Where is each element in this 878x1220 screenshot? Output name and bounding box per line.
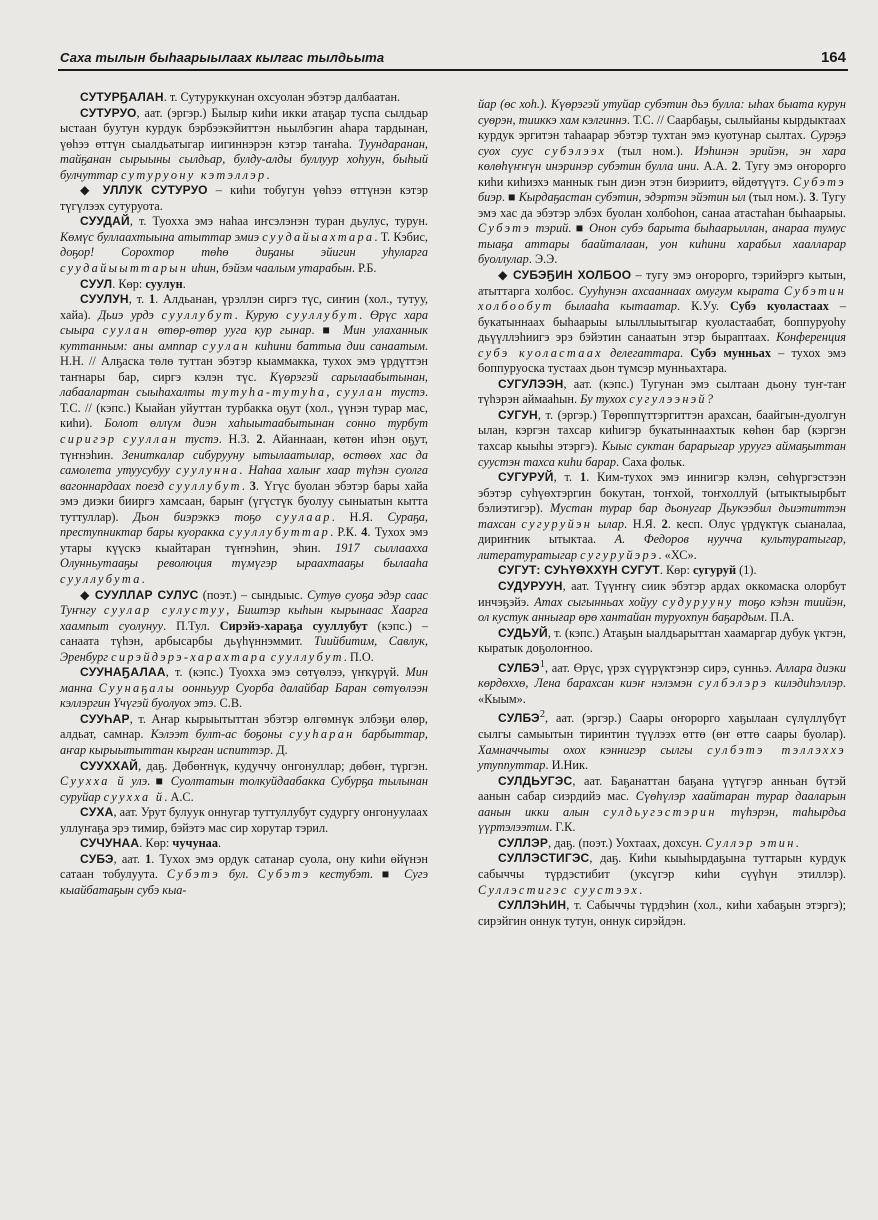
headword: СУЛБЭ (498, 711, 540, 726)
spaced-example: сууллубут (286, 307, 360, 322)
headword: СУГУРУЙ (498, 470, 554, 485)
example-text: Кырдаҕастан субэтин, эдэртэн эйэтин ыл (518, 190, 746, 205)
dictionary-entry (60, 712, 428, 759)
example-text: тэрий (535, 221, 569, 236)
spaced-example: Субэтэ (792, 174, 846, 189)
entry-text (96, 603, 104, 617)
entry-text: , (226, 603, 238, 618)
headword: СУЛБЭ (498, 660, 540, 675)
spaced-example: сууллан (123, 432, 179, 447)
bold-text: 4 (361, 525, 368, 540)
entry-text: . Үгүс буолан эбэтэр бары хайа эмэ диэки бииргэ хамсаан, барыҥ (үгүстүк буолуу сыныатын кытта туттуллар). (60, 478, 429, 524)
example-text: Биштэр кыһын кырынаас Хаарга хаампыт суолунуу (60, 603, 428, 633)
entry-text: . ■ (501, 190, 519, 205)
spaced-example: сууллубут (161, 307, 235, 322)
spaced-example: сугулээнэй? (629, 392, 716, 407)
dictionary-entry (60, 277, 428, 293)
dictionary-entry (60, 805, 428, 836)
example-text: тустэ (184, 432, 219, 447)
entry-text: . Тухох эмэ утары күүскэ кыайтаран түҥнэһин, эһин. (60, 525, 429, 555)
example-text: Туундаранан, тайҕанан сырыыны сылдьар, булду-алды буллуур хоһуун, быһый булчуттар (60, 136, 428, 182)
spaced-example: Субэтэ (166, 867, 220, 882)
entry-text (355, 727, 362, 741)
entry-text: . К.Уу. (677, 299, 731, 314)
entry-text: , т. Туохха эмэ наһаа иҥсэлэнэн туран дьулус, турун. (129, 214, 428, 229)
entry-text: , т. Сабыччы түрдэһин (хол., киһи хабаҕын этэргэ); сирэйгин оннук тутун, оннук сирэйдэн. (478, 898, 846, 928)
spaced-example: сууллубут (168, 478, 242, 493)
spaced-example: суулунна (175, 463, 240, 478)
bold-text: 2 (256, 432, 263, 447)
dictionary-entry (60, 90, 428, 106)
example-text: тоҕо кэһэн тиийэн, ол кустук аннығар өрө хантайан туруохпун баҕардым (478, 594, 846, 625)
bold-text: чучунаа (172, 836, 218, 851)
spaced-example: суулан (102, 323, 150, 338)
entry-text: . (245, 867, 258, 882)
dictionary-entry (478, 579, 846, 626)
spaced-example: суулар сулустуу (103, 603, 227, 618)
headword: СУТУРУО (80, 105, 137, 120)
dictionary-entry (478, 898, 846, 929)
spaced-example: тутуһа-тутуһа (211, 385, 327, 400)
headword: СУУЛ (80, 276, 113, 291)
entry-text: . Т.С. // Саарбаҕы, сылыйаны кырдыктаах курдук эргитэн таһаарар эбэтэр тухтан эмэ куотунар сылтах. (478, 112, 847, 143)
bold-text: сугуруй (692, 563, 737, 578)
entry-text: – тухох эмэ боппуруоска тустаах дьон түмсэр мунньахтара. (478, 345, 847, 376)
example-text: Мустан турар бар дьонугар Дьукээбил дьиэтиттэн тахсан (478, 501, 846, 531)
entry-text: . Айаннаан, көтөн иһэн оҕут, түҥнэһин. (60, 432, 428, 462)
bold-text: Субэ куоластаах (730, 299, 829, 314)
dictionary-entry (478, 470, 846, 563)
spaced-example: суулан (336, 385, 385, 400)
entry-text: . Т. Кэбис, (374, 229, 429, 244)
bold-text: суулун (145, 276, 183, 291)
example-text: Көмүс буллаахтыына атыттар эмиэ (60, 229, 260, 244)
superscript: 1 (539, 658, 545, 670)
entry-text: . Н.Н. // Алҕаска төлө туттан эбэтэр кыаммакка, тухох эмэ үрдүттэн таҥнары бар, сиргэ кэлэн түс. (60, 338, 428, 384)
spaced-example: Субэтэ (257, 867, 311, 882)
entry-text: . «Кыым». (478, 676, 846, 706)
entry-text: . ■ (147, 774, 171, 789)
running-title: Саха тылын быһаарыылаах кылгас тылдьыта (60, 50, 385, 65)
example-text: былааһа кытаатар (564, 299, 678, 314)
entry-text: . ■ (568, 221, 590, 236)
entry-text (554, 299, 565, 313)
spaced-example: субэлээх (544, 143, 607, 158)
bold-text: Субэ мунньах (690, 345, 771, 360)
example-text: кестубэт (319, 867, 370, 882)
example-text: Сурэҕэ суох суус (478, 128, 846, 158)
spaced-example: сууһаран (289, 727, 355, 742)
headword: СУУЛЛАР СУЛУС (94, 587, 199, 602)
entry-text: . П.Тул. (163, 618, 220, 633)
spaced-example: судурууну (662, 594, 734, 609)
example-text: Атах сыгынньах хойуу (534, 594, 658, 609)
example-text: биэр (478, 190, 502, 205)
spaced-example: Суллэстигэс суустээх (478, 882, 640, 897)
spaced-example: суулаар (275, 509, 332, 524)
entry-text (220, 867, 229, 881)
page-number: 164 (820, 49, 846, 66)
entry-text: . Э.Э. (528, 252, 558, 267)
example-text: Сугэ кыайбатаҕын субэ кыа- (60, 867, 429, 897)
entry-text: , аат. Урут булуук оннугар туттуллубут судургу онгонуулаах уллуҥаҕа эрэ тимир, бэйэтэ мас сир хорутар тэрил. (60, 805, 428, 835)
headword: СУУХХАЙ (80, 758, 139, 773)
headword: СУГУЛЭЭН (498, 376, 564, 391)
entry-text: . С.В. (213, 696, 243, 711)
dictionary-entry (478, 851, 846, 898)
spaced-example: суудайыыттарын (60, 261, 189, 276)
entry-text: . (266, 167, 270, 182)
example-text: тустэ (391, 385, 425, 400)
example-text: Тиийбитим, Савлук, Эренбург (60, 634, 428, 664)
entry-text: . (234, 307, 246, 322)
example-text: йар (өс хоһ.). Күөрэгэй утуйар субэтин дьэ булла: ыһах быата курун суөрэн, тииккэ хам кэлгиннэ (478, 97, 846, 127)
entry-text: . Р.Б. (351, 261, 377, 276)
spaced-example: суулан (202, 338, 250, 353)
entry-text: . П.О. (343, 649, 374, 664)
headword: СУДУРУУН (498, 578, 563, 593)
headword: СУУЛУН (80, 292, 129, 307)
example-text: Сутуө суоҕа эдэр саас Туҥнгу (60, 587, 428, 618)
entry-text: . (182, 276, 186, 291)
entry-text: , т. Аҥар кырыытыттан эбэтэр өлгөмнүк элбэҕи өлөр, алдьат, самнар. (60, 711, 428, 742)
spaced-example: суухха й (103, 789, 165, 804)
example-text: бул (228, 867, 246, 882)
example-text: доҕор! Сорохтор төһө диҕаны эйигин уһуларга (60, 245, 428, 260)
spaced-example: Субэтэ (478, 221, 532, 236)
dictionary-entry (478, 268, 846, 377)
entry-text: , (326, 385, 337, 400)
example-text: килэдиһэллэр (774, 676, 843, 691)
entry-text (603, 346, 610, 360)
spaced-example: Суухха й (60, 774, 126, 789)
example-text: улэ (131, 774, 148, 789)
spaced-example: сирэйдэрэ-харахтара (111, 649, 268, 664)
entry-text (205, 385, 212, 399)
entry-text: . (680, 345, 691, 360)
entry-text: , аат. Өрүс, үрэх сүүрүктэнэр сирэ, сунньэ. (544, 660, 776, 675)
spaced-example: Субэтин холбообут (478, 283, 846, 314)
entry-text: . кесп. Олус үрдүктүк сыаналаа, дириҥник ытыктаа. (478, 516, 846, 547)
entry-text: . (241, 478, 250, 493)
entry-text: . Көр: (139, 836, 173, 851)
entry-text: , даҕ. Киһи кыыһырдаҕына туттарын курдук сабыччы түрдэстибит (уксүгэр киһи сүүһүн этиллэр). (478, 851, 846, 881)
entry-text (717, 805, 731, 819)
entry-text: (тыл ном.). (745, 190, 810, 205)
entry-text: . А.С. (164, 789, 194, 804)
dictionary-entry (478, 97, 846, 268)
dictionary-entry (478, 707, 846, 773)
entry-text: . Н.Я. (331, 509, 388, 524)
entry-text: (1). (736, 563, 757, 578)
headword: УЛЛУК СУТУРУО (102, 183, 208, 198)
entry-text: . Т.С. // (кэпс.) Кыайан уйуттан турбакка оҕут (хол., үүнэн турар мас, киһи). (60, 385, 429, 431)
spaced-example: сулбэлэрэ (698, 676, 769, 691)
entry-text: . А.А. (696, 159, 732, 174)
entry-text: . Н.З. (218, 432, 257, 447)
bold-text: 1 (145, 851, 152, 866)
entry-text: . т. Сутуруккунан охсуолан эбэтэр далбаатан. (163, 90, 401, 104)
entry-text: , аат. (эргэр.) Саары оҥорорго хаҕылаан сүлүллүбүт сылгы самыытын тиринтин түүлээх өттө (өҥ өттө саары буолар). (478, 711, 846, 742)
dictionary-entry (478, 408, 846, 470)
spaced-example: сууллубуттар (228, 525, 331, 540)
example-text: Кэлээт булт-ас боҕоны (150, 727, 283, 742)
headword: СУЛЛЭҺИН (498, 898, 567, 913)
dictionary-entry (478, 657, 846, 708)
bold-text: 2 (661, 516, 668, 531)
entry-text: . (639, 882, 643, 897)
example-text: Курую (245, 307, 279, 322)
entry-text: . И.Ник. (545, 758, 589, 773)
entry-text: , даҕ. Дөбөҥнүк, кудуччу онгонуллар; дөбөҥ, түргэн. (138, 758, 428, 773)
entry-text (589, 805, 603, 819)
headword: СУЛДЬУГЭС (498, 773, 573, 788)
entry-text: . Тугу эмэ хас да эбэтэр элбэх буолан холбоһон, санаа атастаһан быһаарыы. (478, 190, 846, 220)
entry-text: , т. (128, 292, 149, 307)
dictionary-entry (60, 588, 428, 666)
dictionary-entry (60, 665, 428, 712)
entry-text: . ■ (311, 323, 343, 338)
entry-text: – тугу эмэ оҥорорго, тэрийэргэ кытын, атыттарга холбос. (478, 268, 847, 298)
example-text: Күөрэгэй сарылаабытынан, лабаалартан сыыһахалты (60, 369, 429, 400)
headword: СУУҺАР (80, 711, 130, 726)
entry-text (154, 308, 162, 322)
example-text: Сураҕа, преступниктар бары куоракка (60, 509, 428, 540)
spaced-example: сутуруону кэтэллэр (120, 167, 267, 182)
dictionary-entry (478, 774, 846, 836)
example-text: оонньуур Суорба далайбар Баран сөтүөлээн кэллэргин Үчүгэй буолуох этэ (60, 680, 429, 711)
bold-text: ◆ (498, 268, 513, 283)
headword: СУУНАҔАЛАА (80, 665, 166, 680)
headword: СУТУРҔАЛАН (80, 90, 164, 104)
example-text: барбыттар, аҥар кырыытыттан кырган испиттэр (60, 727, 429, 757)
example-text: Суолтатын толкуйдаабакка Субурҕа тылынан суруйар (60, 774, 428, 804)
example-text: Бу тухох (580, 392, 627, 407)
spaced-example: Суллэр этин (705, 835, 796, 850)
entry-text: , т. (кэпс.) Туохха эмэ сөтүөлээ, үҥкүрүй. (165, 665, 406, 680)
bold-text: 3 (809, 190, 816, 205)
headword: СУУДАЙ (80, 214, 130, 229)
right-column (478, 97, 846, 929)
entry-text: . ■ (369, 867, 405, 882)
dictionary-entry (60, 214, 428, 276)
entry-text: . Р.Ҟ. (330, 525, 362, 540)
entry-text: , т. (кэпс.) Атаҕын ыалдьарыттан хаамаргар дубук үктэн, кыратык доҕолоҥноо. (478, 625, 846, 656)
entry-text: , даҕ. (поэт.) Уохтаах, дохсун. (548, 835, 706, 850)
dictionary-entry (478, 563, 846, 579)
entry-text: , аат. Түүҥҥү сиик эбэтэр ардах оккомаска олорбут инчэҕэйэ. (478, 578, 846, 609)
example-text: Хамначчыты охох кэннигэр сылгы (478, 742, 693, 757)
dictionary-entry (60, 292, 428, 587)
entry-text: . Г.К. (549, 820, 576, 835)
entry-text: . Ким-тухох эмэ иннигэр кэлэн, сөһүргэстээн эбэтэр суһүөхтэргин бокутан, тоҥхой, тоҥхоллуй (ытыктыырбыт бэлиэтигэр). (478, 470, 846, 516)
spaced-example: сууллубута (60, 571, 142, 586)
entry-text: . (359, 307, 370, 322)
entry-text: (поэт.) – сындыыс. (198, 587, 308, 602)
headword: СУГУТ: СУҺҮӨХХҮН СУГУТ (498, 563, 660, 578)
entry-text: , аат. Баҕанаттан баҕана үүтүгэр анньан бүтэй аанын сабар сиэрдийэ мас. (478, 773, 846, 804)
spaced-example: сугуруйэрэ (580, 547, 659, 562)
superscript: 2 (539, 709, 545, 721)
dictionary-entry (60, 106, 428, 184)
entry-text: . П.А. (764, 610, 795, 625)
bold-text: 1 (148, 292, 156, 307)
spaced-example: субэ куоластаах (478, 345, 603, 360)
entry-text: . (239, 463, 249, 478)
example-text: иһин, бэйэм чаалым утарабын (191, 261, 352, 276)
entry-text: . Тухох эмэ ордук сатанар суола, ону киһи өйүнэн сатаан тобулуута. (60, 851, 428, 882)
example-text: Аллара диэки көрдөххө, Лена барахсан киэҥ нэлэмэн (478, 660, 846, 691)
example-text: делегаттара (610, 345, 681, 360)
spaced-example: суудайыахтара (262, 229, 375, 244)
example-text: Дьиэ урдэ (98, 307, 154, 322)
headword: СУДЬУЙ (498, 625, 548, 640)
example-text: Мин улаханнык куттанным: аны амппар (60, 323, 428, 353)
spaced-example: сулбэтэ тэллэххэ (707, 742, 846, 757)
entry-text: . (795, 835, 799, 850)
spaced-example: сугуруйэн (521, 516, 593, 531)
example-text: Конференция (776, 330, 846, 345)
spaced-example: сиригэр (60, 432, 117, 447)
dictionary-entry (478, 377, 846, 408)
entry-text: . Тугу эмэ оҥорорго киһи киһиэхэ маннык гын диэн этэн биэриитэ, өйдөтүүтэ. (478, 159, 846, 189)
entry-text: . Көр: (659, 563, 693, 578)
entry-text (178, 432, 185, 446)
entry-text: , аат. (113, 851, 146, 866)
dictionary-entry (60, 183, 428, 214)
bold-text: ◆ (80, 587, 95, 602)
entry-text: , аат. (эргэр.) Былыр киһи икки атаҕар туспа сылдьар ыстаан буутун курдук бэрбээкэйиттэн ньылбэгин аһара тардынан, үөһээ өттүн сыалдьатыгар иигиннэрэн кэтэр таҥаһа. (60, 105, 428, 151)
entry-text (261, 510, 276, 524)
entry-text: , т. (эргэр.) Төрөппүттэргиттэн арахсан, баайгын-дуолгун ылан, кэргэн тахсар киһигэр букатыннаахтык көһөн бар (кэргэн тахсар кыыһы этэргэ). (478, 407, 846, 454)
bold-text: Сирэйэ-хараҕа сууллубут (219, 618, 368, 633)
example-text: 1917 сыллаахха Олунньутааҕы революция түмүгэр ыраахтааҕы былааһа (60, 540, 429, 571)
dictionary-entry (60, 759, 428, 806)
entry-text: . Алдьанан, үрэллэн сиргэ түс, сиҥин (хол., тутуу, хайа). (60, 292, 428, 322)
example-text: өтөр-өтөр ууга кур гынар (158, 323, 312, 338)
example-text: Болот өллүм диэн хаһыытаабытынан сонно турбут (104, 416, 428, 431)
spaced-example: сууллубут (270, 649, 344, 664)
entry-text (150, 323, 158, 337)
entry-text: . Н.Я. (623, 516, 662, 531)
headword: СУГУН (498, 407, 538, 422)
page-header (60, 50, 850, 70)
entry-text: , т. (553, 470, 580, 485)
entry-text (278, 308, 286, 322)
entry-text: . «ХС». (658, 547, 697, 562)
entry-text: , аат. (кэпс.) Тугунан эмэ сылтаан дьону туҥ-таҥ түһэрэн аймааһын. (478, 376, 846, 407)
entry-text: – букатыннаах быһаарыы ылыллыытыгар куоластаабат, боппуруоһу дьүүллэһиигэ эрэ бэйэтин санаатын этэр быраптаах. (478, 299, 847, 345)
example-text: А. Федоров нууччa культуратыгар, литератyратыгар (478, 532, 846, 562)
entry-text: . (217, 836, 222, 851)
example-text: Сүөһүлэр хаайтаран турар дааларын аанын икки алын (478, 789, 846, 819)
entry-text: . Саха фольк. (615, 454, 686, 469)
entry-text: – киһи тобугун үөһээ өттүнэн кэтэр түгүлээх сутуруота. (60, 183, 428, 213)
headword: СУЛЛЭР (498, 835, 549, 850)
entry-text (533, 144, 544, 158)
dictionary-entry (478, 836, 846, 852)
example-text: түһэрэн, таһырдьа үүртэлээтим (478, 804, 847, 835)
left-column (60, 90, 428, 898)
dictionary-entry (478, 626, 846, 657)
example-text: киһини баттыа дии санаатым (255, 338, 425, 353)
header-rule (58, 69, 848, 71)
example-text: Онон субэ барыта быһаарыллан, анараа тумус тыаҕа аттары баайталаан, уон киһини харабыл хааллараp буоллулар (478, 221, 846, 267)
headword: СУХА (80, 805, 114, 820)
headword: СУБЭ (80, 851, 114, 866)
entry-text: . (141, 571, 145, 586)
example-text: Сууһунэн ахсааннаах омугум кырата (578, 283, 779, 298)
headword: СУЛЛЭСТИГЭС (498, 851, 590, 866)
dictionary-entry (60, 836, 428, 852)
entry-text (693, 743, 707, 757)
entry-text: (тыл ном.). (606, 143, 695, 158)
example-text: ылар (597, 516, 624, 531)
bold-text: 1 (579, 470, 587, 485)
bold-text: ◆ (80, 183, 103, 198)
example-text: Наһаа халыҥ хаар түһэн суолга вагоннардаах поезд (60, 463, 428, 493)
entry-text: . Көр: (112, 276, 146, 291)
bold-text: 3 (249, 478, 256, 493)
headword: СУБЭҔИН ХОЛБОО (512, 268, 632, 283)
example-text: Өрүс хара сыыра (60, 307, 429, 338)
bold-text: 2 (731, 159, 738, 174)
headword: СУЧУНАА (80, 836, 140, 851)
entry-text: . Д. (270, 742, 288, 757)
example-text: Дьон биэрэккэ тоҕо (133, 509, 261, 524)
example-text: Иэһинэн эрийэн, эн хара көлөһүҥҥүн инэринэр субэтин булла ини (478, 143, 847, 174)
entry-text: (кэпс.) – санаата түһэн, арбысарбы дьүһүннэммит. (60, 618, 428, 649)
spaced-example: сулдьугэстэрин (603, 804, 717, 819)
example-text: Зениткалар сибурууну ытылаатылар, өстөөх хас да самолета утуусубуу (60, 447, 428, 478)
example-text: утуппуттар (478, 758, 546, 773)
example-text: Мин манна (60, 665, 428, 695)
example-text: Кыыс суктан барарыгар уруугэ аймаҕыттан суустэн тахса киһи барар (478, 439, 846, 469)
dictionary-entry (60, 852, 428, 899)
spaced-example: Суунаҕалы (98, 680, 176, 695)
